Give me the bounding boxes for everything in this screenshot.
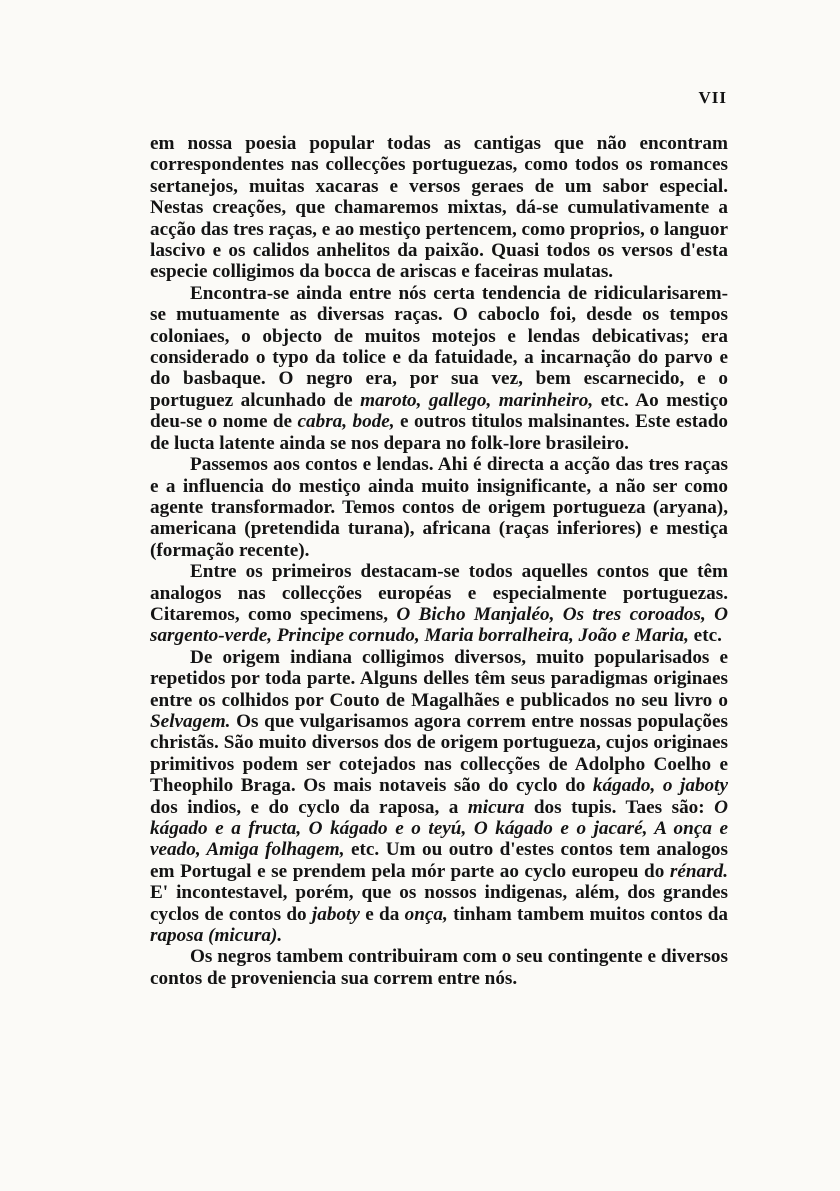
text-run: De origem indiana colligimos diversos, muito popularisados e repetidos por toda parte. Alguns delles têm seus paradigmas originaes entre os colhidos por Couto de Magalhães e publicados no seu livro o	[150, 646, 728, 711]
italic-text: O Bicho Manjaléo, Os tres coroados, O sargento-verde, Principe cornudo, Maria borralheira, João e Maria,	[150, 603, 728, 647]
text-run: e outros titulos malsinantes. Este estado de lucta latente ainda se nos depara no folk-lore brasileiro.	[150, 411, 728, 454]
text-run: etc. Ao mestiço deu-se o nome de	[150, 389, 729, 433]
text-run: Passemos aos contos e lendas. Ahi é directa a acção das tres raças e a influencia do mestiço ainda muito insignificante, a não ser como agente transformador. Temos contos de origem portugueza (aryana), americana (pretendida turana), africana (raças inferiores) e mestiça (formação recente).	[150, 454, 728, 561]
text-run: e da	[359, 903, 405, 925]
italic-text: O kágado e a fructa, O kágado e o teyú, O kágado e o jacaré, A onça e veado, Amiga folhagem,	[150, 796, 728, 861]
text-run: dos tupis. Taes são:	[524, 796, 715, 818]
text-run: E' incontestavel, porém, que os nossos indigenas, além, dos grandes cyclos de contos do	[150, 882, 728, 925]
paragraph	[150, 946, 728, 989]
paragraph	[150, 561, 728, 647]
text-run: dos indios, e do cyclo da raposa, a	[150, 796, 468, 818]
text-run: Os que vulgarisamos agora correm entre nossas populações christãs. São muito diversos dos de origem portugueza, cujos originaes primitivos podem ser cotejados nas collecções de Adolpho Coelho e Theophilo Braga. Os mais notaveis são do cyclo do	[150, 710, 728, 797]
paragraph	[150, 283, 728, 454]
italic-text: rénard.	[669, 860, 728, 882]
text-run: Encontra-se ainda entre nós certa tendencia de ridicularisarem-se mutuamente as diversas raças. O caboclo foi, desde os tempos coloniaes, o objecto de muitos motejos e lendas debicativas; era considerado o typo da tolice e da fatuidade, a incarnação do parvo e do basbaque. O negro era, por sua vez, bem escarnecido, e o portuguez alcunhado de	[150, 282, 728, 411]
paragraph	[150, 647, 728, 947]
italic-text: micura	[467, 796, 525, 818]
italic-text: raposa (micura).	[150, 925, 283, 947]
text-run: Os negros tambem contribuiram com o seu contingente e diversos contos de proveniencia sua correm entre nós.	[150, 946, 728, 989]
text-run: tinham tambem muitos contos da	[447, 903, 728, 925]
body-text	[150, 133, 728, 989]
paragraph	[150, 454, 728, 561]
italic-text: cabra, bode,	[297, 411, 395, 433]
page-number: VII	[698, 88, 727, 107]
italic-text: jaboty	[311, 903, 360, 925]
italic-text: onça,	[404, 903, 448, 925]
italic-text: kágado, o jaboty	[592, 775, 728, 797]
italic-text: maroto, gallego, marinheiro,	[360, 389, 594, 411]
text-run: em nossa poesia popular todas as cantigas que não encontram correspondentes nas collecções portuguezas, como todos os romances sertanejos, muitas xacaras e versos geraes de um sabor especial. Nestas creações, que chamaremos mixtas, dá-se cumulativamente a acção das tres raças, e ao mestiço pertencem, como proprios, o languor lascivo e os calidos anhelitos da paixão. Quasi todos os versos d'esta especie colligimos da bocca de ariscas e faceiras mulatas.	[150, 133, 728, 283]
text-run: etc.	[688, 625, 722, 647]
text-run: Entre os primeiros destacam-se todos aquelles contos que têm analogos nas collecções européas e especialmente portuguezas. Citaremos, como specimens,	[150, 561, 728, 625]
italic-text: Selvagem.	[150, 710, 231, 732]
paragraph	[150, 133, 728, 283]
text-run: etc. Um ou outro d'estes contos tem analogos em Portugal e se prendem pela mór parte ao cyclo europeu do	[150, 839, 728, 882]
